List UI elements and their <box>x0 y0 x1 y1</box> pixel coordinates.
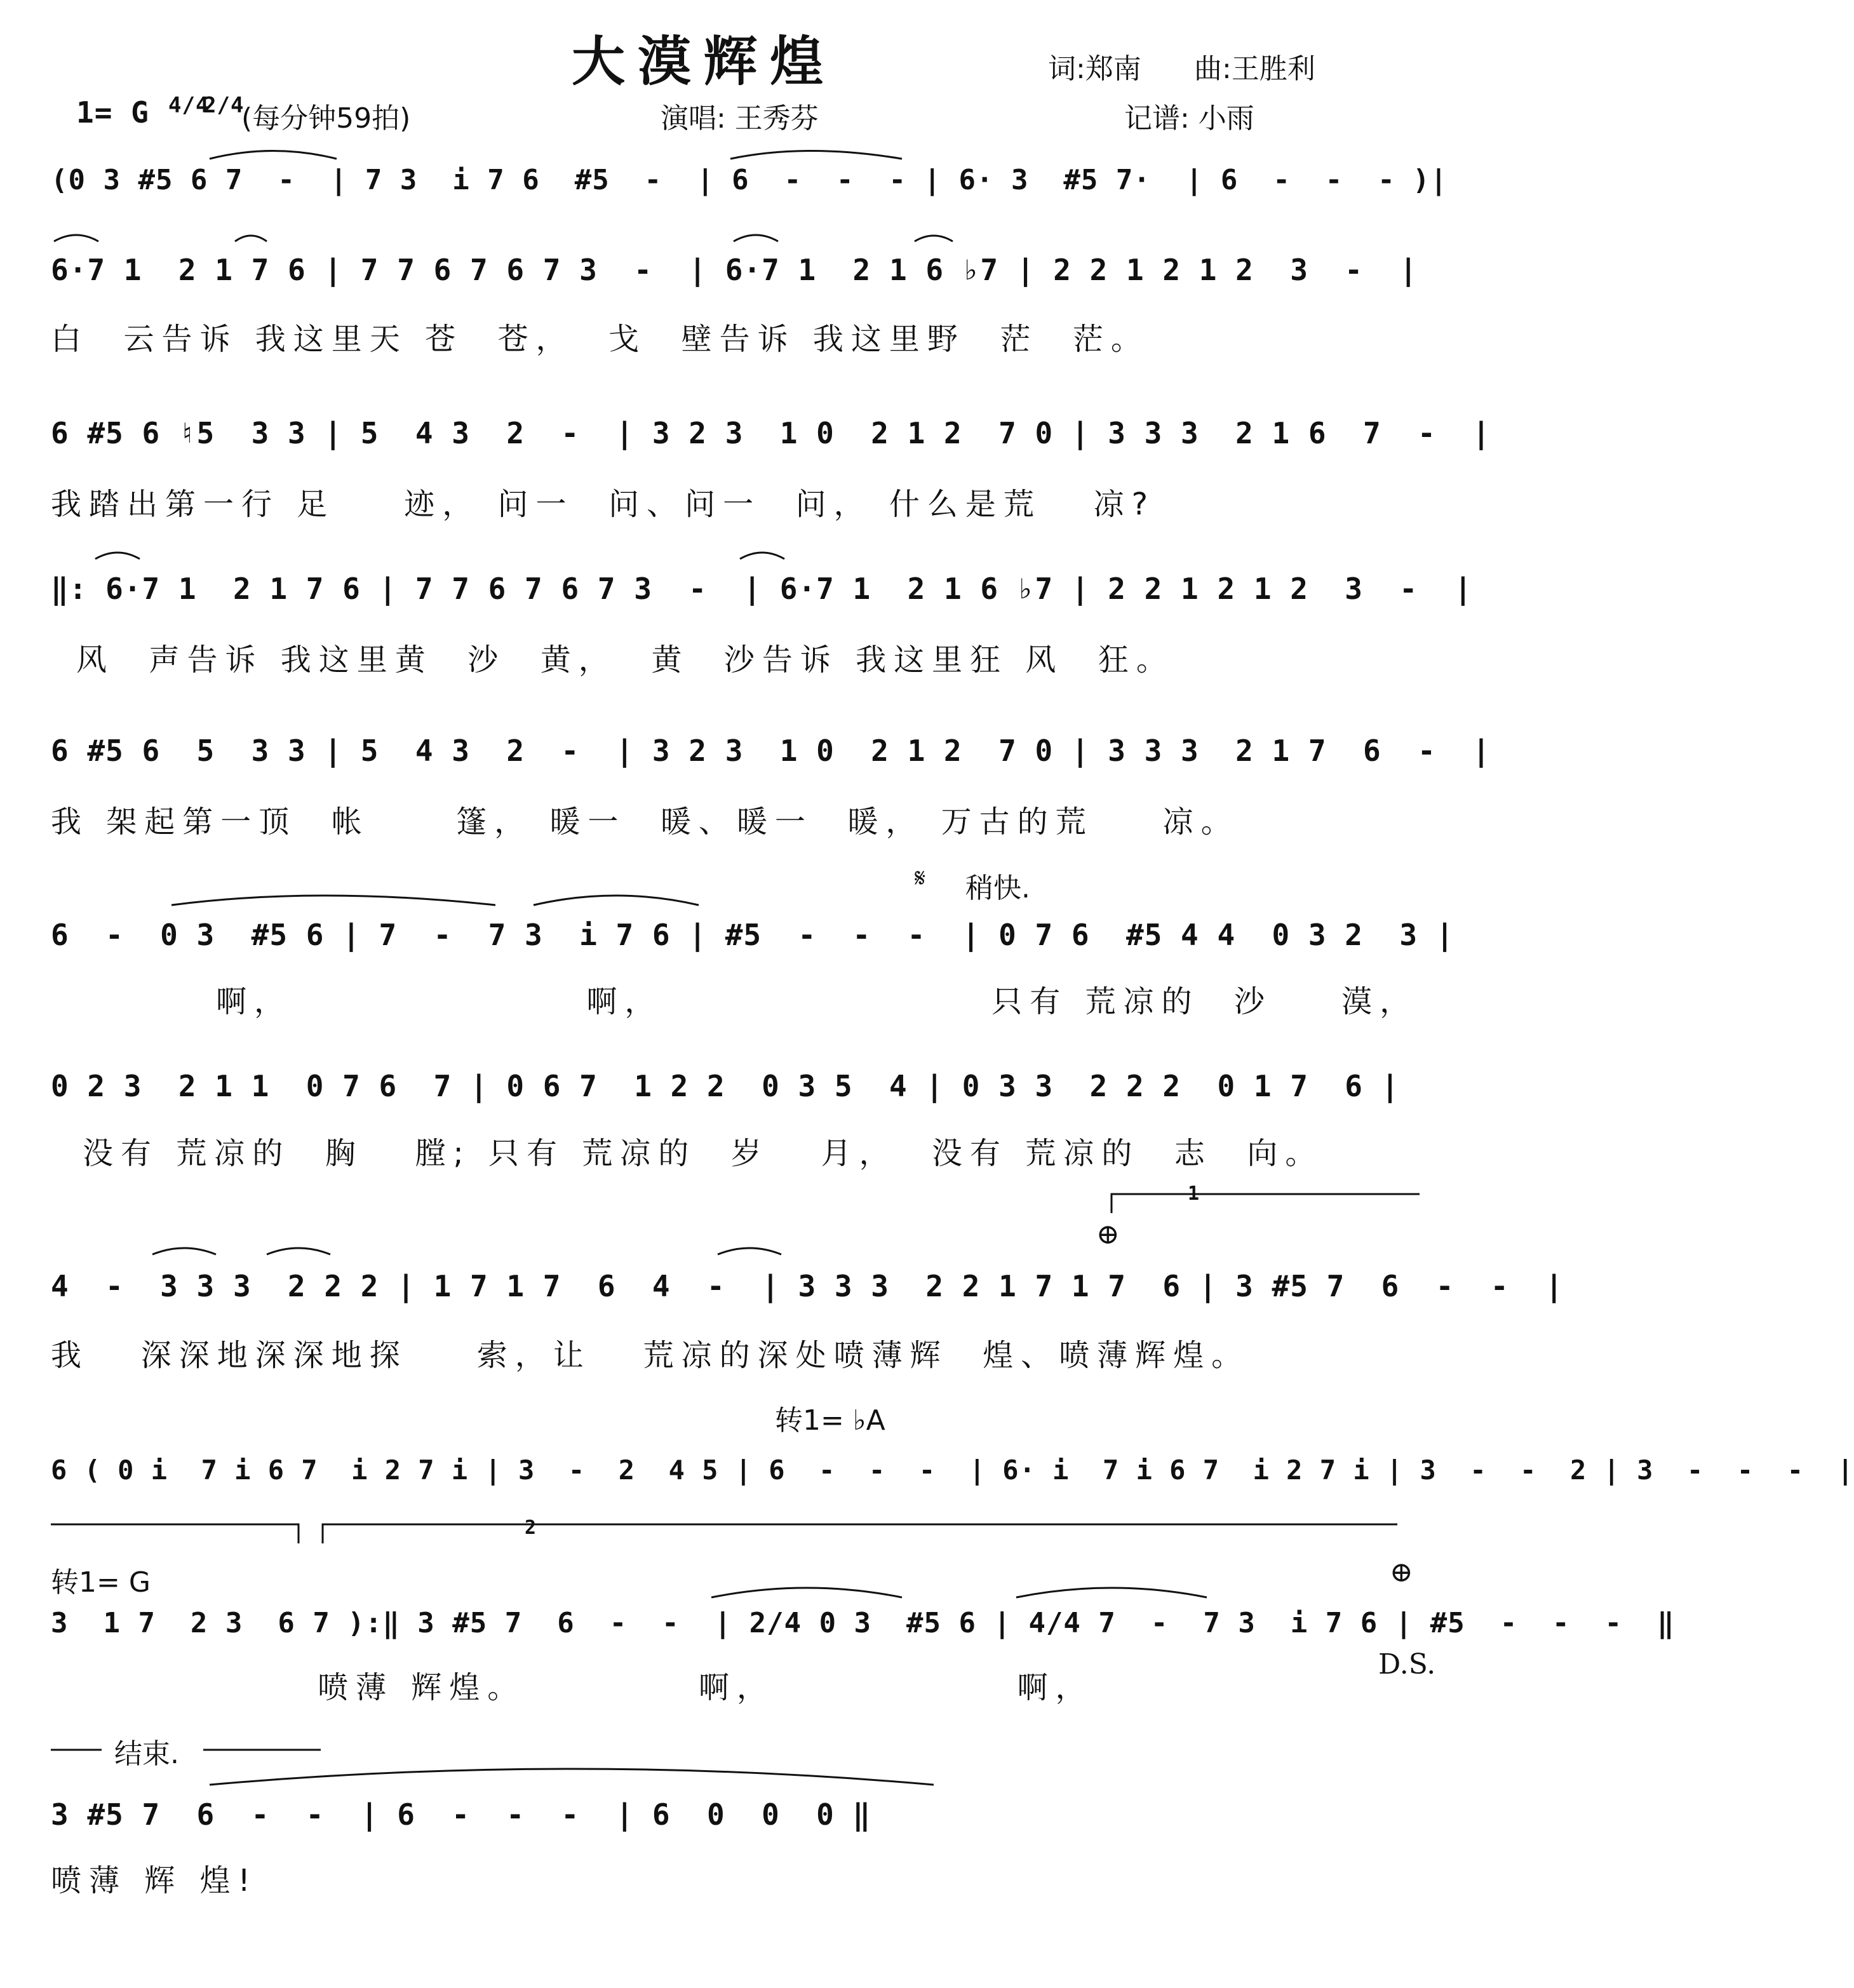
volta-1-label: 1 <box>1188 1183 1200 1205</box>
key-signature: 1= G <box>76 95 149 130</box>
line2-notes: 6 #5 6 ♮5 3 3 | 5 4 3 2 - | 3 2 3 1 0 2 1 2 7 0 | 3 3 3 2 1 6 7 - | <box>51 416 1491 450</box>
line2-lyrics: 我踏出第一行 足 迹， 问一 问、问一 问， 什么是荒 凉? <box>51 487 1156 522</box>
line8-notes: 6 ( 0 i 7 i 6 7 i 2 7 i | 3 - 2 4 5 | 6 - - - | 6· i 7 i 6 7 i 2 7 i | 3 - - 2 | 3 - - - | <box>51 1454 1854 1486</box>
modulation-2: 转1= G <box>51 1566 151 1599</box>
line1-lyrics: 白 云告诉 我这里天 苍 苍， 戈 壁告诉 我这里野 茫 茫。 <box>51 321 1149 357</box>
line5-lyrics: 啊， 啊， 只有 荒凉的 沙 漠， <box>216 984 1418 1019</box>
slur <box>915 236 953 241</box>
volta-2-bracket <box>323 1524 1397 1543</box>
line7-notes: 4 - 3 3 3 2 2 2 | 1 7 1 7 6 4 - | 3 3 3 2 2 1 7 1 7 6 | 3 #5 7 6 - - | <box>51 1269 1564 1303</box>
slur <box>54 235 98 241</box>
ending-label: 结束. <box>114 1738 179 1770</box>
slur <box>711 1588 902 1597</box>
slur <box>235 236 267 241</box>
modulation-1: 转1= ♭A <box>775 1404 885 1437</box>
line10-lyrics: 喷薄 辉 煌! <box>51 1863 258 1898</box>
page-title: 大漠辉煌 <box>572 30 836 93</box>
line5-notes: 6 - 0 3 #5 6 | 7 - 7 3 i 7 6 | #5 - - - | 0 7 6 #5 4 4 0 3 2 3 | <box>51 918 1454 952</box>
slur <box>1016 1588 1207 1597</box>
coda-icon: ⊕ <box>1390 1556 1413 1588</box>
tempo-marking: (每分钟59拍) <box>241 102 411 135</box>
slur <box>210 1769 934 1785</box>
line9-lyrics: 喷薄 辉煌。 啊， 啊， <box>318 1670 1094 1705</box>
line4-notes: 6 #5 6 5 3 3 | 5 4 3 2 - | 3 2 3 1 0 2 1 2 7 0 | 3 3 3 2 1 7 6 - | <box>51 734 1491 768</box>
slur <box>534 896 699 905</box>
slur <box>95 553 140 559</box>
intro-notes: (0 3 #5 6 7 - | 7 3 i 7 6 #5 - | 6 - - - | 6· 3 #5 7· | 6 - - - )| <box>51 164 1448 196</box>
singer-credit: 演唱: 王秀芬 <box>661 102 819 135</box>
line4-lyrics: 我 架起第一顶 帐 篷， 暖一 暖、暖一 暖， 万古的荒 凉。 <box>51 804 1239 840</box>
line3-notes: ‖: 6·7 1 2 1 7 6 | 7 7 6 7 6 7 3 - | 6·7 1 2 1 6 ♭7 | 2 2 1 2 1 2 3 - | <box>51 572 1473 606</box>
composer-credit: 曲:王胜利 <box>1194 53 1315 85</box>
line1-notes: 6·7 1 2 1 7 6 | 7 7 6 7 6 7 3 - | 6·7 1 2 1 6 ♭7 | 2 2 1 2 1 2 3 - | <box>51 253 1418 287</box>
triplet-slur <box>267 1248 330 1254</box>
triplet-slur <box>152 1248 216 1254</box>
tempo-change: 稍快. <box>965 872 1030 904</box>
coda-icon: ⊕ <box>1096 1218 1120 1251</box>
lyricist-credit: 词:郑南 <box>1048 53 1141 85</box>
time-signature-2: 2/4 <box>203 93 245 118</box>
slur <box>734 235 778 241</box>
line10-notes: 3 #5 7 6 - - | 6 - - - | 6 0 0 0 ‖ <box>51 1797 871 1832</box>
slur <box>171 896 495 905</box>
segno-icon: 𝄋 <box>915 864 926 893</box>
volta-1-bracket <box>1112 1194 1420 1213</box>
line9-notes: 3 1 7 2 3 6 7 ):‖ 3 #5 7 6 - - | 2/4 0 3 #5 6 | 4/4 7 - 7 3 i 7 6 | #5 - - - ‖ <box>51 1607 1675 1639</box>
transcriber-credit: 记谱: 小雨 <box>1124 102 1254 135</box>
line6-lyrics: 没有 荒凉的 胸 膛; 只有 荒凉的 岁 月， 没有 荒凉的 志 向。 <box>83 1136 1324 1171</box>
line6-notes: 0 2 3 2 1 1 0 7 6 7 | 0 6 7 1 2 2 0 3 5 4 | 0 3 3 2 2 2 0 1 7 6 | <box>51 1069 1400 1103</box>
line7-lyrics: 我 深深地深深地探 索，让 荒凉的深处喷薄辉 煌、喷薄辉煌。 <box>51 1338 1250 1373</box>
slur <box>730 151 902 159</box>
ds-marking: D.S. <box>1378 1648 1436 1681</box>
volta-2-label: 2 <box>525 1517 537 1539</box>
volta-1-end-bracket <box>51 1524 299 1543</box>
time-signature-1: 4/4 <box>168 93 210 118</box>
slur <box>740 553 784 559</box>
line3-lyrics: 风 声告诉 我这里黄 沙 黄， 黄 沙告诉 我这里狂 风 狂。 <box>76 642 1174 678</box>
slur <box>210 151 337 159</box>
triplet-slur <box>718 1248 781 1254</box>
